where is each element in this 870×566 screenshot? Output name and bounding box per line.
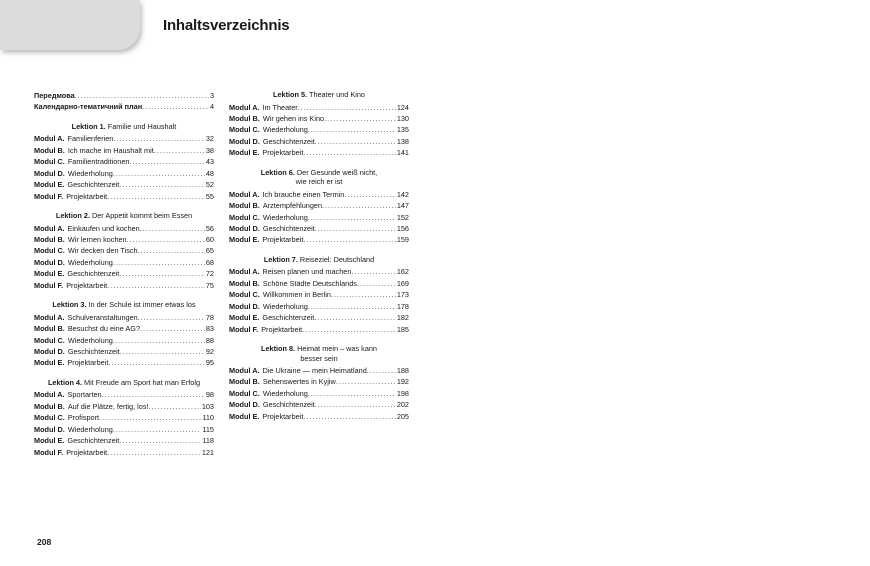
toc-entry[interactable]: [229, 301, 409, 312]
entry-page: 78: [205, 312, 214, 322]
entry-title: Wiederholung: [67, 168, 113, 178]
toc-entry[interactable]: [34, 346, 214, 357]
entry-title: Projektarbeit: [66, 280, 108, 290]
entry-title: Wiederholung: [262, 212, 308, 222]
entry-page: 115: [202, 424, 214, 434]
entry-label: Modul B.: [229, 201, 260, 211]
dot-leader: [142, 101, 209, 112]
entry-title: Reisen planen und machen: [262, 267, 352, 277]
entry-label: Modul D.: [229, 136, 260, 146]
toc-entry[interactable]: [34, 435, 214, 446]
lesson-number: Lektion 4.: [47, 377, 83, 387]
entry-title: Ich mache im Haushalt mit: [67, 145, 154, 155]
entry-label: Modul F.: [34, 191, 64, 201]
entry-title: Im Theater: [262, 102, 298, 112]
entry-page: 65: [205, 246, 214, 256]
entry-page: 152: [396, 212, 409, 222]
entry-label: Modul A.: [34, 390, 65, 400]
dot-leader: [113, 335, 205, 346]
dot-leader: [154, 145, 205, 156]
entry-page: 95: [205, 358, 214, 368]
entry-label: Modul A.: [34, 134, 65, 144]
entry-page: 98: [205, 390, 214, 400]
entry-page: 141: [396, 148, 409, 158]
dot-leader: [314, 312, 395, 323]
dot-leader: [102, 389, 205, 400]
entry-page: 75: [205, 280, 214, 290]
entry-page: 48: [205, 168, 214, 178]
entry-label: Modul C.: [229, 290, 260, 300]
entry-label: Modul E.: [34, 358, 65, 368]
entry-page: 159: [396, 235, 409, 245]
entry-page: 142: [396, 189, 409, 199]
entry-page: 83: [205, 324, 214, 334]
dot-leader: [315, 399, 396, 410]
dot-leader: [119, 268, 205, 279]
entry-title: Ich brauche einen Termin: [262, 189, 345, 199]
entry-title: Arztempfehlungen: [262, 201, 323, 211]
entry-label: Modul B.: [34, 324, 65, 334]
dot-leader: [357, 278, 396, 289]
toc-entry[interactable]: [34, 168, 214, 179]
lesson-title: Mit Freude am Sport hat man Erfolg: [84, 377, 201, 387]
entry-page: 52: [205, 180, 214, 190]
entry-page: 88: [205, 335, 214, 345]
entry-label: Modul A.: [229, 189, 260, 199]
entry-page: 118: [202, 436, 214, 446]
entry-page: 198: [396, 388, 409, 398]
entry-page: 185: [396, 324, 409, 334]
dot-leader: [331, 289, 396, 300]
entry-page: 32: [205, 134, 214, 144]
toc-entry[interactable]: [34, 412, 214, 423]
entry-label: Modul A.: [229, 102, 260, 112]
dot-leader: [113, 168, 205, 179]
entry-label: Modul E.: [229, 411, 260, 421]
lesson-number: Lektion 6.: [260, 167, 295, 177]
toc-entry[interactable]: [34, 234, 214, 245]
lesson-heading: [229, 255, 409, 265]
entry-page: 156: [396, 224, 409, 233]
entry-label: Modul F.: [34, 280, 64, 290]
page-title: Inhaltsverzeichnis: [163, 17, 290, 34]
entry-page: 56: [205, 223, 214, 233]
corner-tab-decoration: [0, 0, 140, 50]
toc-entry[interactable]: [34, 323, 214, 334]
lesson-heading: [34, 300, 214, 310]
entry-label: Modul C.: [229, 125, 260, 135]
entry-page: 130: [396, 113, 409, 123]
lesson-heading: [229, 168, 409, 187]
entry-label: Modul B.: [229, 377, 260, 387]
entry-page: 55: [205, 191, 214, 201]
entry-label: Календарно-тематичний план: [34, 102, 143, 112]
toc-entry[interactable]: [229, 312, 409, 323]
entry-label: Modul D.: [229, 301, 260, 311]
toc-entry[interactable]: [34, 401, 214, 412]
dot-leader: [302, 324, 396, 335]
lesson-heading: [229, 90, 409, 100]
dot-leader: [298, 102, 396, 113]
toc-entry[interactable]: [229, 113, 409, 124]
dot-leader: [303, 147, 395, 158]
lesson-number: Lektion 1.: [71, 121, 106, 131]
lesson-number: Lektion 2.: [55, 211, 90, 220]
toc-entry[interactable]: [34, 357, 214, 368]
entry-title: Sehenswertes in Kyjiw: [262, 377, 336, 387]
toc-entry[interactable]: [34, 447, 214, 458]
entry-title: Auf die Plätze, fertig, los!: [67, 401, 149, 411]
toc-entry[interactable]: [229, 289, 409, 300]
entry-page: 178: [396, 301, 409, 311]
entry-page: 72: [205, 269, 214, 279]
toc-entry[interactable]: [34, 424, 214, 435]
lesson-title: Der Gesunde weiß nicht,: [296, 167, 378, 177]
entry-page: 138: [396, 136, 409, 146]
lesson-heading: [229, 344, 409, 363]
entry-title: Geschichtenzeit: [262, 136, 315, 146]
entry-page: 43: [205, 157, 214, 167]
entry-label: Modul A.: [34, 312, 65, 322]
entry-label: Modul F.: [34, 447, 64, 457]
toc-entry[interactable]: [229, 189, 409, 200]
lesson-title: Der Appetit kommt beim Essen: [91, 211, 193, 220]
entry-page: 169: [396, 278, 409, 288]
lesson-number: Lektion 7.: [263, 254, 298, 264]
toc-entry[interactable]: [229, 124, 409, 135]
dot-leader: [107, 280, 205, 291]
entry-title: Wiederholung: [67, 257, 113, 267]
dot-leader: [108, 357, 205, 368]
entry-title: Geschichtenzeit: [67, 436, 120, 446]
entry-label: Modul E.: [34, 269, 65, 279]
dot-leader: [127, 234, 205, 245]
entry-label: Modul D.: [229, 224, 260, 233]
lesson-title: Heimat mein – was kann: [297, 344, 377, 353]
entry-label: Передмова: [34, 91, 75, 100]
entry-title: Familienferien: [67, 134, 114, 144]
entry-page: 162: [396, 267, 409, 277]
lesson-number: Lektion 8.: [261, 344, 296, 353]
lesson-heading: [34, 122, 214, 132]
entry-label: Modul E.: [229, 235, 260, 245]
toc-entry[interactable]: [229, 147, 409, 158]
dot-leader: [140, 323, 205, 334]
entry-label: Modul C.: [34, 157, 65, 167]
entry-title: Projektarbeit: [66, 191, 108, 201]
toc-entry[interactable]: [229, 376, 409, 387]
dot-leader: [113, 424, 202, 435]
entry-title: Wir gehen ins Kino: [262, 113, 325, 123]
entry-label: Modul C.: [34, 413, 65, 423]
dot-leader: [138, 245, 205, 256]
toc-entry[interactable]: [229, 365, 409, 376]
entry-title: Wiederholung: [262, 301, 308, 311]
entry-label: Modul D.: [34, 257, 65, 267]
lesson-title: Theater und Kino: [308, 90, 365, 99]
dot-leader: [315, 136, 396, 147]
entry-title: Projektarbeit: [66, 447, 108, 457]
toc-entry[interactable]: [229, 278, 409, 289]
lesson-title: Reiseziel: Deutschland: [299, 254, 375, 264]
dot-leader: [119, 435, 201, 446]
dot-leader: [336, 376, 396, 387]
entry-title: Wiederholung: [67, 335, 113, 345]
lesson-title-line2: wie reich er ist: [295, 177, 343, 187]
toc-entry[interactable]: [34, 245, 214, 256]
entry-label: Modul B.: [34, 145, 65, 155]
toc-entry[interactable]: [229, 399, 409, 410]
entry-page: 68: [205, 257, 214, 267]
entry-label: Modul C.: [229, 212, 260, 222]
toc-entry[interactable]: [229, 266, 409, 277]
entry-page: 4: [209, 102, 214, 112]
entry-title: Geschichtenzeit: [262, 400, 315, 410]
entry-title: Projektarbeit: [261, 324, 303, 334]
entry-page: 103: [201, 401, 214, 411]
entry-title: Projektarbeit: [262, 235, 304, 245]
entry-title: Die Ukraine — mein Heimatland: [262, 366, 367, 375]
toc-entry[interactable]: [229, 411, 409, 422]
dot-leader: [303, 411, 395, 422]
entry-page: 205: [396, 411, 409, 421]
entry-title: Projektarbeit: [262, 148, 304, 158]
dot-leader: [308, 388, 396, 399]
entry-title: Wiederholung: [262, 388, 308, 398]
entry-title: Willkommen in Berlin: [262, 290, 331, 300]
entry-title: Wiederholung: [262, 125, 308, 135]
entry-label: Modul B.: [229, 113, 260, 123]
entry-label: Modul D.: [229, 400, 260, 410]
entry-label: Modul C.: [229, 388, 260, 398]
toc-entry[interactable]: [229, 324, 409, 335]
entry-page: 92: [205, 346, 214, 356]
entry-page: 3: [209, 91, 214, 100]
toc-column-right: [229, 90, 409, 422]
entry-page: 147: [396, 201, 409, 211]
dot-leader: [120, 346, 205, 357]
lesson-title: Familie und Haushalt: [107, 121, 177, 131]
entry-title: Wiederholung: [67, 424, 113, 434]
page-number: 208: [37, 537, 52, 547]
entry-title: Sportarten: [67, 390, 102, 400]
entry-label: Modul E.: [34, 180, 65, 190]
entry-title: Wir decken den Tisch: [67, 246, 138, 256]
toc-entry[interactable]: [34, 145, 214, 156]
entry-title: Besuchst du eine AG?: [67, 324, 141, 334]
lesson-title-line2: besser sein: [300, 353, 338, 363]
entry-title: Schulveranstaltungen: [67, 312, 138, 322]
entry-page: 110: [202, 413, 214, 423]
entry-label: Modul A.: [229, 366, 260, 375]
entry-title: Geschichtenzeit: [262, 313, 315, 323]
dot-leader: [324, 113, 396, 124]
toc-entry[interactable]: [229, 212, 409, 223]
entry-title: Einkaufen und kochen: [67, 223, 140, 233]
entry-page: 173: [396, 290, 409, 300]
entry-label: Modul C.: [34, 335, 65, 345]
entry-title: Geschichtenzeit: [67, 269, 120, 279]
toc-entry[interactable]: [34, 257, 214, 268]
entry-title: Schöne Städte Deutschlands: [262, 278, 357, 288]
dot-leader: [99, 412, 201, 423]
entry-title: Geschichtenzeit: [262, 224, 315, 233]
dot-leader: [113, 133, 205, 144]
entry-page: 60: [205, 234, 214, 244]
lesson-number: Lektion 3.: [52, 300, 87, 310]
entry-title: Geschichtenzeit: [67, 180, 120, 190]
entry-label: Modul C.: [34, 246, 65, 256]
toc-column-left: [34, 90, 214, 458]
lesson-number: Lektion 5.: [273, 90, 308, 99]
toc-entry[interactable]: [34, 223, 214, 234]
toc-entry[interactable]: [229, 200, 409, 211]
entry-label: Modul E.: [229, 313, 260, 323]
dot-leader: [138, 312, 205, 323]
entry-title: Projektarbeit: [67, 358, 109, 368]
entry-page: 124: [396, 102, 409, 112]
toc-entry[interactable]: [229, 388, 409, 399]
entry-page: 202: [396, 400, 409, 410]
dot-leader: [75, 90, 209, 101]
dot-leader: [308, 124, 396, 135]
toc-entry[interactable]: [34, 101, 214, 112]
dot-leader: [113, 257, 205, 268]
toc-entry[interactable]: [34, 312, 214, 323]
entry-label: Modul A.: [34, 223, 65, 233]
entry-label: Modul D.: [34, 424, 65, 434]
entry-label: Modul D.: [34, 346, 65, 356]
dot-leader: [315, 223, 396, 234]
toc-entry[interactable]: [229, 102, 409, 113]
toc-entry[interactable]: [34, 389, 214, 400]
lesson-title: In der Schule ist immer etwas los: [88, 300, 196, 310]
entry-label: Modul B.: [34, 234, 65, 244]
toc-entry[interactable]: [229, 223, 409, 234]
toc-entry[interactable]: [34, 280, 214, 291]
entry-label: Modul E.: [229, 148, 260, 158]
entry-page: 135: [396, 125, 409, 135]
toc-entry[interactable]: [34, 90, 214, 101]
dot-leader: [303, 234, 395, 245]
entry-page: 38: [205, 145, 214, 155]
toc-entry[interactable]: [229, 234, 409, 245]
entry-title: Wir lernen kochen: [67, 234, 127, 244]
dot-leader: [308, 212, 396, 223]
dot-leader: [129, 156, 204, 167]
entry-label: Modul A.: [229, 267, 260, 277]
dot-leader: [367, 365, 396, 376]
lesson-heading: [34, 211, 214, 221]
entry-page: 121: [201, 447, 214, 457]
toc-entry[interactable]: [34, 268, 214, 279]
entry-title: Familientraditionen: [67, 157, 130, 167]
toc-entry[interactable]: [229, 136, 409, 147]
lesson-heading: [34, 378, 214, 388]
dot-leader: [119, 179, 205, 190]
toc-entry[interactable]: [34, 133, 214, 144]
entry-label: Modul F.: [229, 324, 259, 334]
entry-title: Geschichtenzeit: [67, 346, 120, 356]
dot-leader: [308, 301, 396, 312]
entry-title: Projektarbeit: [262, 411, 304, 421]
dot-leader: [140, 223, 205, 234]
dot-leader: [322, 200, 396, 211]
toc-entry[interactable]: [34, 335, 214, 346]
toc-entry[interactable]: [34, 191, 214, 202]
toc-entry[interactable]: [34, 156, 214, 167]
dot-leader: [344, 189, 395, 200]
dot-leader: [351, 266, 395, 277]
dot-leader: [107, 447, 201, 458]
dot-leader: [107, 191, 205, 202]
entry-page: 188: [396, 366, 409, 375]
entry-page: 182: [396, 313, 409, 323]
entry-page: 192: [396, 377, 409, 387]
entry-label: Modul B.: [34, 401, 65, 411]
entry-label: Modul B.: [229, 278, 260, 288]
entry-title: Profisport: [67, 413, 100, 423]
entry-label: Modul D.: [34, 168, 65, 178]
dot-leader: [149, 401, 201, 412]
entry-label: Modul E.: [34, 436, 65, 446]
toc-entry[interactable]: [34, 179, 214, 190]
